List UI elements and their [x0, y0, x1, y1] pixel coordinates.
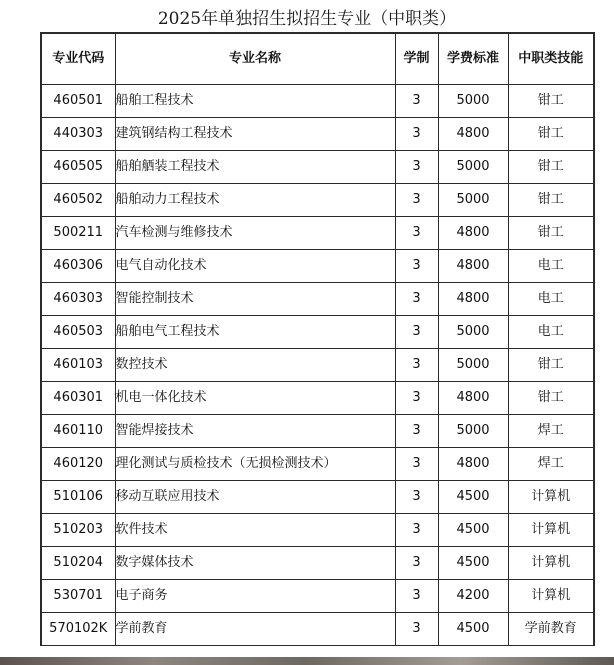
cell-fee: 5000 — [438, 316, 508, 349]
cell-name: 数控技术 — [115, 349, 395, 382]
cell-years: 3 — [395, 481, 438, 514]
cell-name: 船舶动力工程技术 — [115, 184, 395, 217]
cell-name: 数字媒体技术 — [115, 547, 395, 580]
cell-fee: 5000 — [438, 85, 508, 118]
cell-skill: 焊工 — [508, 448, 594, 481]
table-row — [41, 118, 594, 151]
cell-skill: 电工 — [508, 316, 594, 349]
cell-fee: 5000 — [438, 184, 508, 217]
cell-code: 460503 — [41, 316, 115, 349]
cell-skill: 计算机 — [508, 547, 594, 580]
cell-code: 500211 — [41, 217, 115, 250]
cell-fee: 4800 — [438, 283, 508, 316]
page-title: 2025年单独招生拟招生专业（中职类） — [157, 9, 457, 29]
cell-name: 电气自动化技术 — [115, 250, 395, 283]
cell-code: 440303 — [41, 118, 115, 151]
cell-skill: 计算机 — [508, 481, 594, 514]
cell-code: 460120 — [41, 448, 115, 481]
cell-name: 学前教育 — [115, 613, 395, 646]
table-row — [41, 613, 594, 646]
table-row — [41, 316, 594, 349]
cell-name: 船舶舾装工程技术 — [115, 151, 395, 184]
cell-name: 理化测试与质检技术（无损检测技术） — [115, 448, 395, 481]
cell-skill: 钳工 — [508, 217, 594, 250]
cell-skill: 钳工 — [508, 85, 594, 118]
cell-years: 3 — [395, 547, 438, 580]
cell-years: 3 — [395, 151, 438, 184]
cell-name: 船舶工程技术 — [115, 85, 395, 118]
cell-years: 3 — [395, 85, 438, 118]
cell-code: 460303 — [41, 283, 115, 316]
cell-fee: 5000 — [438, 415, 508, 448]
cell-code: 510204 — [41, 547, 115, 580]
cell-fee: 4800 — [438, 382, 508, 415]
cell-name: 智能控制技术 — [115, 283, 395, 316]
header-name: 专业名称 — [115, 33, 395, 85]
cell-fee: 4200 — [438, 580, 508, 613]
cell-years: 3 — [395, 349, 438, 382]
cell-years: 3 — [395, 613, 438, 646]
cell-years: 3 — [395, 382, 438, 415]
cell-years: 3 — [395, 250, 438, 283]
cell-skill: 计算机 — [508, 514, 594, 547]
table-row — [41, 547, 594, 580]
cell-years: 3 — [395, 217, 438, 250]
table-row — [41, 481, 594, 514]
cell-name: 建筑钢结构工程技术 — [115, 118, 395, 151]
cell-fee: 4800 — [438, 250, 508, 283]
header-years: 学制 — [395, 33, 438, 85]
table-row — [41, 283, 594, 316]
table-row — [41, 382, 594, 415]
cell-skill: 电工 — [508, 250, 594, 283]
header-fee: 学费标准 — [438, 33, 508, 85]
cell-years: 3 — [395, 514, 438, 547]
table-row — [41, 349, 594, 382]
cell-code: 460110 — [41, 415, 115, 448]
table-row — [41, 514, 594, 547]
cell-skill: 钳工 — [508, 151, 594, 184]
cell-code: 460505 — [41, 151, 115, 184]
cell-years: 3 — [395, 118, 438, 151]
cell-skill: 钳工 — [508, 382, 594, 415]
cell-skill: 钳工 — [508, 349, 594, 382]
cell-years: 3 — [395, 184, 438, 217]
cell-years: 3 — [395, 580, 438, 613]
cell-fee: 4500 — [438, 613, 508, 646]
cell-name: 电子商务 — [115, 580, 395, 613]
cell-fee: 4500 — [438, 514, 508, 547]
table-row — [41, 580, 594, 613]
cell-skill: 焊工 — [508, 415, 594, 448]
cell-name: 船舶电气工程技术 — [115, 316, 395, 349]
cell-skill: 电工 — [508, 283, 594, 316]
table-row — [41, 151, 594, 184]
cell-skill: 学前教育 — [508, 613, 594, 646]
table-row — [41, 85, 594, 118]
cell-code: 510106 — [41, 481, 115, 514]
table-row — [41, 184, 594, 217]
cell-code: 460501 — [41, 85, 115, 118]
cell-fee: 5000 — [438, 151, 508, 184]
cell-name: 智能焊接技术 — [115, 415, 395, 448]
cell-fee: 4800 — [438, 448, 508, 481]
table-row — [41, 448, 594, 481]
header-skill: 中职类技能 — [508, 33, 594, 85]
cell-code: 570102K — [41, 613, 115, 646]
table-row — [41, 250, 594, 283]
cell-name: 汽车检测与维修技术 — [115, 217, 395, 250]
header-code: 专业代码 — [41, 33, 115, 85]
cell-years: 3 — [395, 316, 438, 349]
majors-table — [40, 32, 595, 646]
cell-fee: 4500 — [438, 481, 508, 514]
cell-name: 软件技术 — [115, 514, 395, 547]
cell-code: 460306 — [41, 250, 115, 283]
cell-code: 530701 — [41, 580, 115, 613]
cell-code: 460502 — [41, 184, 115, 217]
cell-fee: 4500 — [438, 547, 508, 580]
bottom-photo-strip — [0, 657, 614, 665]
cell-skill: 钳工 — [508, 184, 594, 217]
cell-code: 460103 — [41, 349, 115, 382]
table-row — [41, 217, 594, 250]
cell-code: 510203 — [41, 514, 115, 547]
cell-years: 3 — [395, 283, 438, 316]
cell-fee: 5000 — [438, 349, 508, 382]
cell-fee: 4800 — [438, 217, 508, 250]
table-header-row — [41, 33, 594, 85]
cell-name: 机电一体化技术 — [115, 382, 395, 415]
cell-name: 移动互联应用技术 — [115, 481, 395, 514]
cell-skill: 计算机 — [508, 580, 594, 613]
cell-code: 460301 — [41, 382, 115, 415]
cell-years: 3 — [395, 415, 438, 448]
cell-fee: 4800 — [438, 118, 508, 151]
cell-years: 3 — [395, 448, 438, 481]
cell-skill: 钳工 — [508, 118, 594, 151]
table-row — [41, 415, 594, 448]
